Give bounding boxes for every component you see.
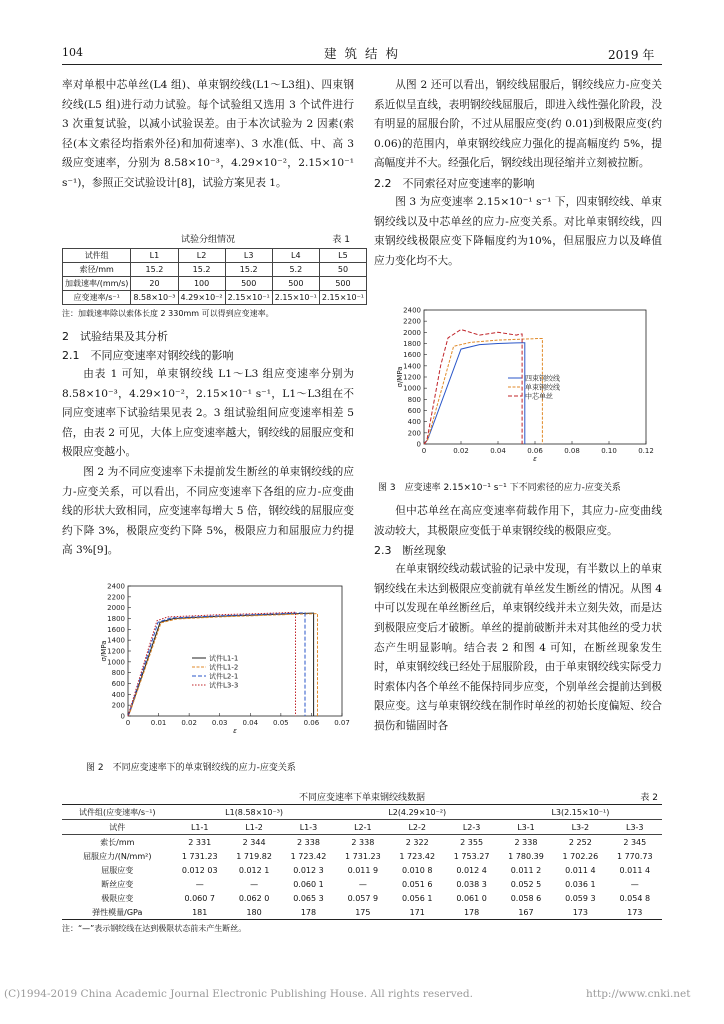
table-cell: 15.2 <box>131 263 178 277</box>
table-label: 表 1 <box>332 235 350 245</box>
table-1 <box>62 232 365 319</box>
table-cell: — <box>630 879 639 889</box>
row-header: 屈服应变 <box>101 865 134 875</box>
table-cell: 4.29×10⁻² <box>178 291 225 305</box>
y-tick-label: 600 <box>111 680 125 688</box>
group-header-cell: 试件组(应变速率/s⁻¹) <box>62 805 173 820</box>
table-cell: 0.058 6 <box>510 893 542 903</box>
table-cell: 2 344 <box>242 837 266 847</box>
right-column <box>374 76 662 271</box>
table-cell: 8.58×10⁻³ <box>131 291 178 305</box>
copyright: (C)1994-2019 China Academic Journal Electronic Publishing House. All rights reserved. <box>4 988 473 1000</box>
group-header-cell: L3(2.15×10⁻¹) <box>499 805 662 820</box>
row-header: 弹性模量/GPa <box>62 905 173 920</box>
x-tick-label: 0.02 <box>181 719 197 727</box>
figure-2-chart <box>92 582 354 742</box>
paragraph: 由表 1 可知，单束钢绞线 L1～L3 组应变速率分别为 8.58×10⁻³，4.29×10⁻²，2.15×10⁻¹ s⁻¹，L1～L3组在不同应变速率下试验结果见表 2。3 组试验组间应变速率相差 5 倍，由表 2 可见，大体上应变速率越大，钢绞线的屈服应变和极限应变越小。 <box>62 368 354 459</box>
subsection-heading: 2.2 不同索径对应变速率的影响 <box>374 176 535 190</box>
legend-label: 单束钢绞线 <box>525 383 560 392</box>
y-tick-label: 2000 <box>403 328 421 337</box>
y-tick-label: 1200 <box>403 373 421 382</box>
figure-2-caption: 图 2 不同应变速率下的单束钢绞线的应力-应变关系 <box>86 763 296 773</box>
subsection-heading: 2.1 不同应变速率对钢绞线的影响 <box>62 349 234 362</box>
y-tick-label: 2200 <box>403 317 421 326</box>
table-cell: 1 719.82 <box>236 851 272 861</box>
paragraph: 但中芯单丝在高应变速率荷载作用下，其应力-应变曲线波动较大，其极限应变低于单束钢绞线的极限应变。 <box>374 505 662 537</box>
x-tick-label: 0.01 <box>150 719 167 727</box>
column-header-cell: L3-2 <box>553 820 607 835</box>
table-cell: 2.15×10⁻¹ <box>319 291 366 305</box>
table-cell: 1 731.23 <box>345 851 381 861</box>
x-axis-label: ε <box>233 727 237 735</box>
x-tick-label: 0.05 <box>273 719 289 727</box>
table-cell: 167 <box>499 905 553 920</box>
y-tick-label: 1800 <box>403 340 421 348</box>
legend-label: 试件L3-3 <box>209 681 239 690</box>
table-cell: 0.052 5 <box>510 879 542 889</box>
table-row <box>62 863 662 877</box>
legend-label: 试件L1-1 <box>209 654 239 663</box>
column-header-cell: 试件 <box>62 820 173 835</box>
table-group-header <box>62 805 662 820</box>
group-header-cell: L2(4.29×10⁻²) <box>336 805 499 820</box>
plot-frame <box>128 586 342 716</box>
table-cell: 0.038 3 <box>456 879 487 889</box>
row-header: 索长/mm <box>100 837 135 847</box>
table-cell: L2 <box>178 249 225 263</box>
row-header: 屈服应力/(N/mm²) <box>83 851 152 861</box>
table-cell: 1 753.27 <box>453 851 490 861</box>
x-tick-label: 0 <box>125 719 131 727</box>
paragraph: 在单束钢绞线动载试验的记录中发现，有半数以上的单束钢绞线在未达到极限应变前就有单丝发生断丝的情况。从图 4 中可以发现在单丝断丝后，单束钢绞线并未立刻失效，而是达到极限应变后才破断。单丝的提前破断并未对其他丝的受力状态产生明显影响。结合表 2 和图 4 可知，在断丝现象发生时，单束钢绞线已经处于屈服阶段，由于单束钢绞线实际受力时索体内各个单丝不能保持同步应变，个别单丝会提前达到极限应变。这与单束钢绞线在制作时单丝的初始长度偏短、绞合损伤和锚固时各 <box>374 563 662 732</box>
x-tick-label: 0.07 <box>334 719 350 727</box>
legend-label: 试件L1-2 <box>209 663 239 672</box>
figure-3-caption: 图 3 应变速率 2.15×10⁻¹ s⁻¹ 下不同索径的应力-应变关系 <box>378 483 621 493</box>
table-cell: 2 338 <box>514 837 538 847</box>
table-cell: 1 770.73 <box>616 851 653 861</box>
table-cell: 178 <box>281 905 335 920</box>
table-column-header <box>62 820 662 835</box>
table-cell: 5.2 <box>272 263 319 277</box>
table-cell: 2 345 <box>623 837 647 847</box>
column-header-cell: L1-3 <box>281 820 335 835</box>
y-tick-label: 200 <box>407 429 421 438</box>
table-cell: 2 355 <box>460 837 484 847</box>
table-cell: 100 <box>178 277 225 291</box>
table-row <box>62 835 662 850</box>
column-header-cell: L2-1 <box>336 820 390 835</box>
x-tick-label: 0.04 <box>490 447 506 455</box>
y-tick-label: 1400 <box>403 362 421 371</box>
paragraph: 图 3 为应变速率 2.15×10⁻¹ s⁻¹ 下，四束钢绞线、单束钢绞线以及中芯单丝的应力-应变关系。对比单束钢绞线，四束钢绞线极限应变下降幅度约为10%，但屈服应力以及峰值应力变化均不大。 <box>374 195 662 267</box>
journal-title: 建 筑 结 构 <box>324 46 400 61</box>
x-tick-label: 0.06 <box>527 447 543 455</box>
table-cell: 20 <box>131 277 178 291</box>
table-cell: 0.060 7 <box>184 893 215 903</box>
table-cell: 1 723.42 <box>290 851 327 861</box>
table-cell: L3 <box>225 249 272 263</box>
table-cell: 2 338 <box>351 837 375 847</box>
table-row <box>63 249 367 263</box>
table-row <box>63 291 367 305</box>
y-tick-label: 600 <box>407 407 421 415</box>
subsection-heading: 2.3 断丝现象 <box>374 544 447 558</box>
table-cell: 1 780.39 <box>508 851 544 861</box>
table-label: 表 2 <box>640 793 658 803</box>
table-cell: 15.2 <box>178 263 225 277</box>
table-cell: 175 <box>336 905 390 920</box>
x-tick-label: 0.12 <box>638 447 654 455</box>
x-tick-label: 0.04 <box>242 719 259 727</box>
y-tick-label: 800 <box>407 395 421 404</box>
table-cell: 1 731.23 <box>181 851 218 861</box>
table-cell: L1 <box>131 249 178 263</box>
table-cell: 2 252 <box>568 837 592 847</box>
table-title: 不同应变速率下单束钢绞线数据 <box>298 793 425 803</box>
table-row <box>62 877 662 891</box>
table-cell: L4 <box>272 249 319 263</box>
legend-label: 中芯单丝 <box>525 392 553 401</box>
table-cell: 0.056 1 <box>401 893 433 903</box>
paragraph: 从图 2 还可以看出，钢绞线屈服后，钢绞线应力-应变关系近似呈直线，表明钢绞线屈服后，即进入线性强化阶段，没有明显的屈服台阶，不过从屈服应变(约 0.01)到极限应变(约 0.06)的范围内，单束钢绞线应力强化的提高幅度约 5%，提高幅度并不大。经强化后，钢绞线出现径缩并立刻被拉断。 <box>374 79 662 170</box>
table-cell: 2 338 <box>297 837 320 847</box>
paragraph: 率对单根中芯单丝(L4 组)、单束钢绞线(L1～L3组)、四束钢绞线(L5 组)进行动力试验。每个试验组又选用 3 个试件进行 3 次重复试验，以减小试验误差。由于本次试验为 2 因素(索径(本文索径均指索外径)和加荷速率)、3 水准(低、中、高 3 级应变速率，分别为 8.58×10⁻³，4.29×10⁻²，2.15×10⁻¹ s⁻¹)，参照正交试验设计[8]，试验方案见表 1。 <box>62 79 354 189</box>
table-cell: 0.011 2 <box>510 865 542 875</box>
y-tick-label: 0 <box>416 440 421 449</box>
legend-label: 试件L2-1 <box>209 672 239 681</box>
table-cell: 173 <box>553 905 607 920</box>
series-line <box>424 343 525 444</box>
y-tick-label: 0 <box>120 712 125 721</box>
x-tick-label: 0.02 <box>453 447 469 455</box>
table-cell: 0.061 0 <box>456 893 487 903</box>
column-header-cell: L3-3 <box>608 820 662 835</box>
table-cell: 2.15×10⁻¹ <box>225 291 272 305</box>
table-cell: 171 <box>390 905 444 920</box>
table-cell: — <box>195 879 204 889</box>
left-column-2 <box>62 327 354 561</box>
table-row <box>63 263 367 277</box>
table-cell: 500 <box>272 277 319 291</box>
column-header-cell: L1-1 <box>173 820 227 835</box>
y-tick-label: 1200 <box>107 647 125 656</box>
column-header-cell: L3-1 <box>499 820 553 835</box>
column-header-cell: L1-2 <box>227 820 281 835</box>
table-cell: 0.010 8 <box>401 865 433 875</box>
y-tick-label: 400 <box>111 690 125 699</box>
table-cell: — <box>358 879 367 889</box>
table-cell: 0.011 4 <box>619 865 651 875</box>
table-cell: 181 <box>173 905 227 920</box>
legend-label: 四束钢绞线 <box>525 374 560 383</box>
table-cell: 0.036 1 <box>565 879 596 889</box>
row-header: 断丝应变 <box>101 879 134 889</box>
table-row <box>62 849 662 863</box>
y-tick-label: 1600 <box>403 351 421 360</box>
row-header: 索径/mm <box>63 263 131 277</box>
table-cell: 1 723.42 <box>399 851 436 861</box>
table-row <box>62 905 662 920</box>
x-tick-label: 0.03 <box>211 719 228 727</box>
table-2 <box>62 790 662 934</box>
table-cell: 500 <box>319 277 366 291</box>
row-header: 应变速率/s⁻¹ <box>63 291 131 305</box>
table-cell: 0.012 4 <box>456 865 487 875</box>
header-rule <box>62 64 662 65</box>
table-note: 注：加载速率除以索体长度 2 330mm 可以得到应变速率。 <box>62 309 274 318</box>
table-cell: 0.011 4 <box>565 865 596 875</box>
y-tick-label: 1800 <box>107 615 125 623</box>
table-cell: 0.012 3 <box>293 865 324 875</box>
table-cell: 2.15×10⁻¹ <box>272 291 319 305</box>
column-header-cell: L2-2 <box>390 820 444 835</box>
table-cell: 0.059 3 <box>565 893 596 903</box>
x-tick-label: 0.08 <box>564 447 580 455</box>
table-cell: 0.012 03 <box>181 865 218 875</box>
year: 2019 年 <box>608 48 655 62</box>
table-row <box>62 891 662 905</box>
left-column <box>62 76 354 194</box>
x-tick-label: 0.10 <box>601 447 617 455</box>
row-header: 极限应变 <box>101 893 134 903</box>
figure-3-chart <box>388 306 656 468</box>
table-cell: 0.060 1 <box>293 879 324 889</box>
x-tick-label: 0.06 <box>303 719 320 727</box>
y-tick-label: 1000 <box>107 658 125 667</box>
y-tick-label: 2000 <box>107 604 125 613</box>
table-cell: — <box>250 879 259 889</box>
x-tick-label: 0 <box>421 447 427 455</box>
table-cell: 500 <box>225 277 272 291</box>
table-cell: 2 331 <box>188 837 212 847</box>
section-heading: 2 试验结果及其分析 <box>62 330 168 343</box>
y-tick-label: 400 <box>407 418 421 427</box>
table-cell: 50 <box>319 263 366 277</box>
x-axis-label: ε <box>533 455 537 463</box>
column-header-cell: L2-3 <box>444 820 498 835</box>
y-axis-label: σ/MPa <box>100 640 108 662</box>
y-tick-label: 2200 <box>107 593 125 602</box>
table-cell: 178 <box>444 905 498 920</box>
table-cell: 0.057 9 <box>347 893 379 903</box>
row-header: 加载速率/(mm/s) <box>63 277 131 291</box>
table-title: 试验分组情况 <box>180 235 235 245</box>
table-cell: 0.065 3 <box>293 893 324 903</box>
page-number: 104 <box>62 46 83 59</box>
table-cell: 0.011 9 <box>347 865 379 875</box>
y-axis-label: σ/MPa <box>396 366 404 388</box>
table-cell: L5 <box>319 249 366 263</box>
table-note: 注：“—”表示钢绞线在达到极限状态前未产生断丝。 <box>62 924 247 933</box>
y-tick-label: 2400 <box>403 306 421 315</box>
table-cell: 0.054 8 <box>619 893 651 903</box>
paragraph: 图 2 为不同应变速率下未提前发生断丝的单束钢绞线的应力-应变关系，可以看出，不同应变速率下各组的应力-应变曲线的形状大致相同，应变速率每增大 5 倍，钢绞线的屈服应变约下降 3%，极限应变约下降 5%，极限应力和屈服应力约提高 3%[9]。 <box>62 465 354 557</box>
row-header: 试件组 <box>63 249 131 263</box>
y-tick-label: 200 <box>111 701 125 710</box>
table-cell: 1 702.26 <box>562 851 599 861</box>
footer-url[interactable]: http://www.cnki.net <box>586 988 691 1000</box>
table-cell: 173 <box>608 905 662 920</box>
table-cell: 0.012 1 <box>238 865 270 875</box>
y-tick-label: 1400 <box>107 636 125 645</box>
group-header-cell: L1(8.58×10⁻³) <box>173 805 336 820</box>
y-tick-label: 2400 <box>107 582 125 591</box>
table-cell: 0.051 6 <box>401 879 433 889</box>
y-tick-label: 1600 <box>107 625 125 634</box>
right-column-2 <box>374 502 662 737</box>
table-row <box>63 277 367 291</box>
table-cell: 15.2 <box>225 263 272 277</box>
y-tick-label: 800 <box>111 669 125 678</box>
table-cell: 2 322 <box>405 837 429 847</box>
table-cell: 180 <box>227 905 281 920</box>
table-cell: 0.062 0 <box>238 893 270 903</box>
y-tick-label: 1000 <box>403 384 421 393</box>
